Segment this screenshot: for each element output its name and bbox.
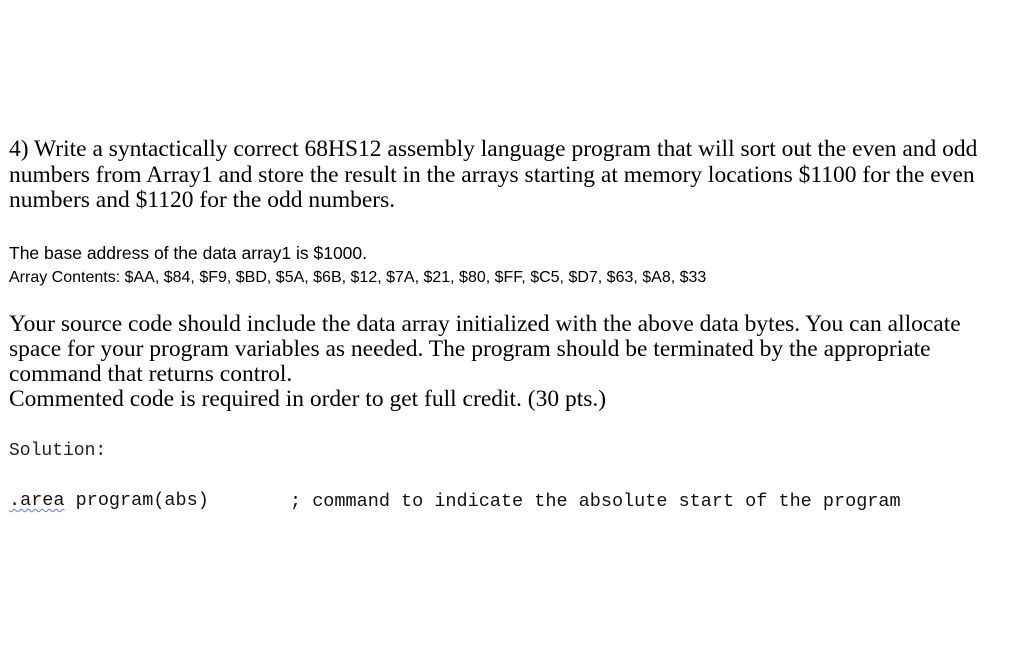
instructions-paragraph: Your source code should include the data array initialized with the above data bytes. You can allocate space for your program variables as needed. The program should be terminated by the appropriate command that returns control. — [9, 311, 961, 387]
area-directive: .area — [9, 490, 65, 511]
array-contents-text: Array Contents: $AA, $84, $F9, $BD, $5A, $6B, $12, $7A, $21, $80, $FF, $C5, $D7, $63, $A8, $33 — [9, 269, 707, 286]
base-address-text: The base address of the data array1 is $1000. — [9, 243, 368, 263]
code-line — [9, 489, 209, 513]
instructions-block — [9, 312, 1009, 412]
solution-label: Solution: — [9, 441, 107, 461]
question-text: 4) Write a syntactically correct 68HS12 assembly language program that will sort out the even and odd numbers from Array1 and store the result in the arrays starting at memory locations $1100 for the even numbers and $1120 for the odd numbers. — [9, 136, 978, 213]
credit-requirement-text: Commented code is required in order to get full credit. (30 pts.) — [9, 386, 607, 412]
area-argument: program(abs) — [64, 490, 209, 511]
code-comment: ; command to indicate the absolute start of the program — [290, 491, 901, 512]
